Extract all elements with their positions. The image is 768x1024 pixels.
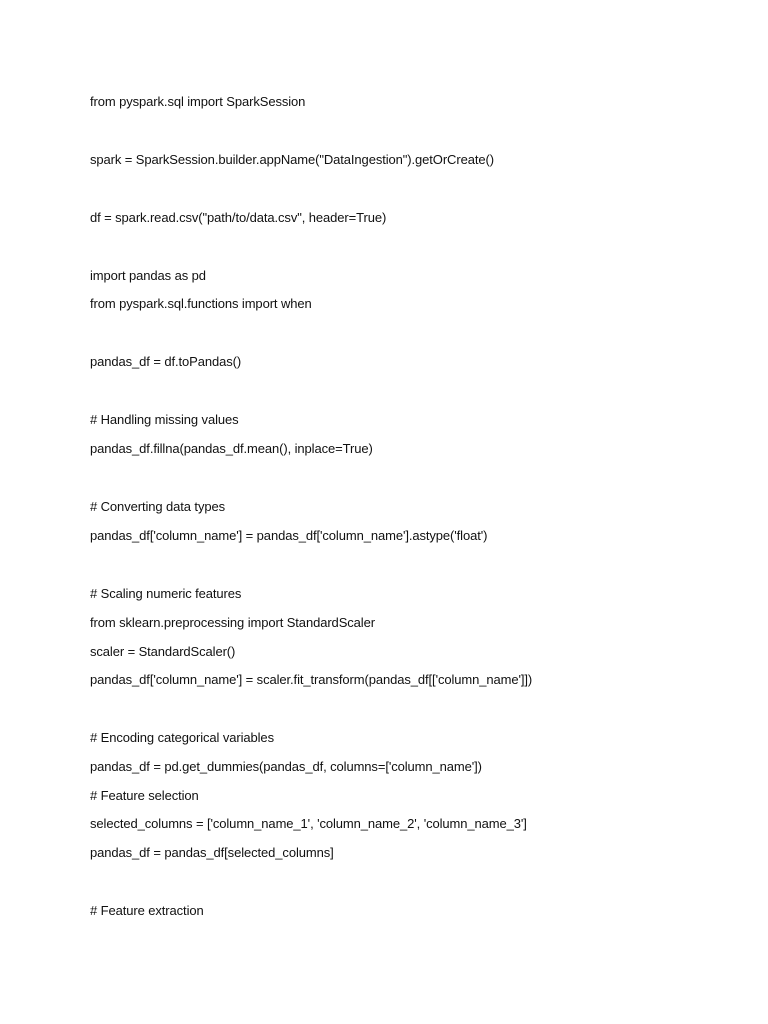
- comment-line-6: # Feature extraction: [90, 903, 204, 918]
- code-line-14: pandas_df = pandas_df[selected_columns]: [90, 845, 334, 860]
- comment-line-4: # Encoding categorical variables: [90, 730, 274, 745]
- code-line-5: from pyspark.sql.functions import when: [90, 296, 312, 311]
- code-line-8: pandas_df['column_name'] = pandas_df['column_name'].astype('float'): [90, 528, 488, 543]
- code-line-7: pandas_df.fillna(pandas_df.mean(), inplace=True): [90, 441, 373, 456]
- code-line-13: selected_columns = ['column_name_1', 'column_name_2', 'column_name_3']: [90, 816, 527, 831]
- code-line-1: from pyspark.sql import SparkSession: [90, 94, 306, 109]
- code-line-12: pandas_df = pd.get_dummies(pandas_df, columns=['column_name']): [90, 759, 482, 774]
- code-line-4: import pandas as pd: [90, 268, 206, 283]
- code-line-9: from sklearn.preprocessing import StandardScaler: [90, 615, 375, 630]
- code-line-3: df = spark.read.csv("path/to/data.csv", header=True): [90, 210, 387, 225]
- code-line-2: spark = SparkSession.builder.appName("DataIngestion").getOrCreate(): [90, 152, 494, 167]
- comment-line-3: # Scaling numeric features: [90, 586, 242, 601]
- comment-line-5: # Feature selection: [90, 788, 199, 803]
- code-line-10: scaler = StandardScaler(): [90, 644, 236, 659]
- code-line-6: pandas_df = df.toPandas(): [90, 354, 242, 369]
- comment-line-2: # Converting data types: [90, 499, 226, 514]
- comment-line-1: # Handling missing values: [90, 412, 239, 427]
- code-line-11: pandas_df['column_name'] = scaler.fit_transform(pandas_df[['column_name']]): [90, 672, 533, 687]
